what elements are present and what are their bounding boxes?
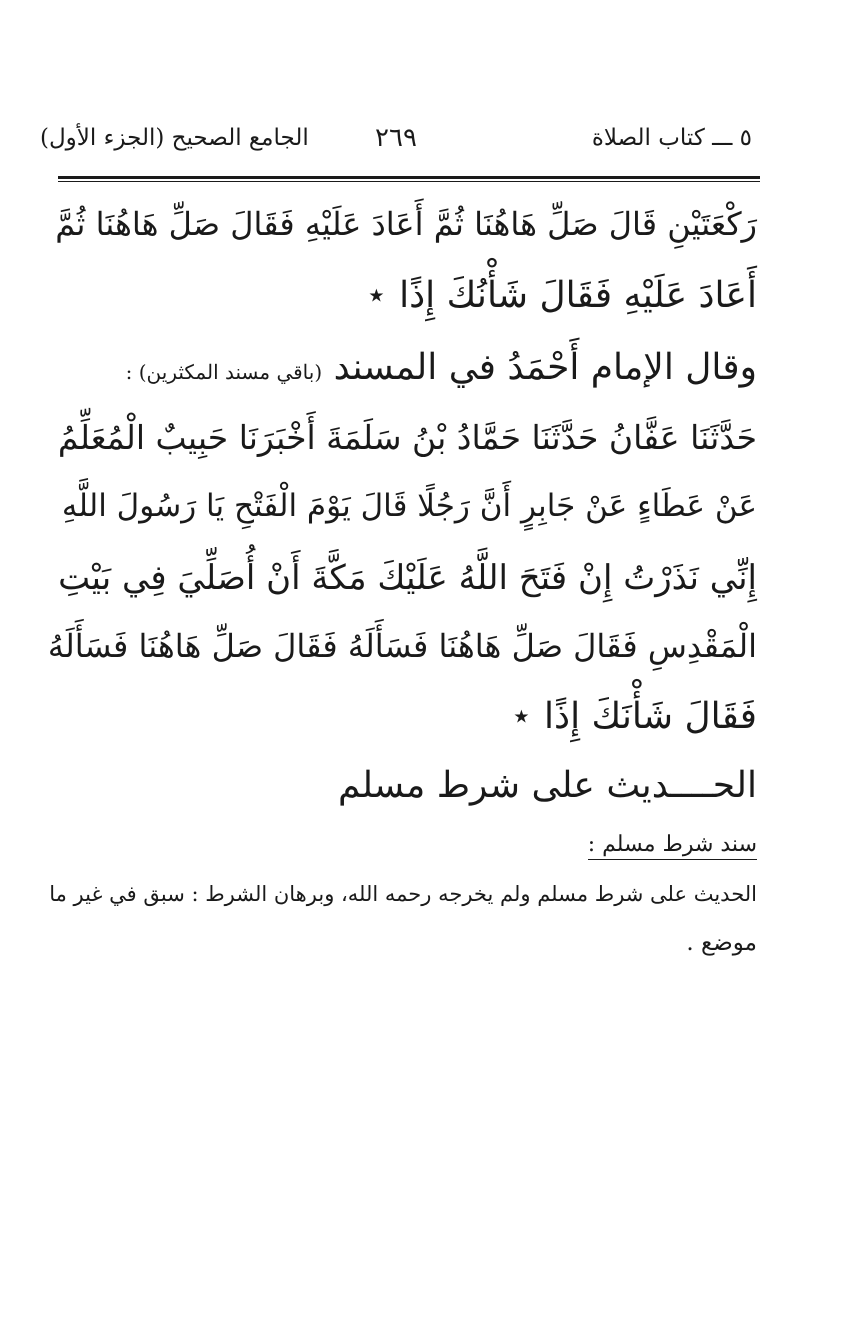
chapter-title: ٥ ـــ كتاب الصلاة [591, 125, 752, 151]
note-heading: سند شرط مسلم : [588, 832, 757, 860]
source-text: وقال الإمام أَحْمَدُ في المسند [333, 347, 757, 388]
hadith-line-7: الْمَقْدِسِ فَقَالَ صَلِّ هَاهُنَا فَسَأَلَهُ فَقَالَ صَلِّ هَاهُنَا فَسَأَلَهُ [47, 627, 757, 665]
header-rule-thin [58, 181, 760, 182]
source-line [126, 347, 757, 388]
hadith-line-1: رَكْعَتَيْنِ قَالَ صَلِّ هَاهُنَا ثُمَّ أَعَادَ عَلَيْهِ فَقَالَ صَلِّ هَاهُنَا ثُمَّ [55, 205, 757, 243]
header-rule-thick [58, 176, 760, 179]
hadith-line-6: إِنِّي نَذَرْتُ إِنْ فَتَحَ اللَّهُ عَلَيْكَ مَكَّةَ أَنْ أُصَلِّيَ فِي بَيْتِ [58, 558, 757, 598]
hadith-line-5: عَنْ عَطَاءٍ عَنْ جَابِرٍ أَنَّ رَجُلًا قَالَ يَوْمَ الْفَتْحِ يَا رَسُولَ اللَّهِ [61, 488, 757, 524]
hadith-line-2: أَعَادَ عَلَيْهِ فَقَالَ شَأْنُكَ إِذًا ⋆ [365, 275, 757, 316]
note-line-2: موضع . [686, 930, 757, 956]
book-title: الجامع الصحيح (الجزء الأول) [40, 125, 309, 151]
source-reference: (باقي مسند المكثرين) : [125, 360, 323, 384]
running-header [40, 120, 752, 164]
hadith-line-8: فَقَالَ شَأْنَكَ إِذًا ⋆ [510, 696, 757, 737]
page-number: ٢٦٩ [375, 123, 417, 153]
note-line-1: الحديث على شرط مسلم ولم يخرجه رحمه الله، وبرهان الشرط : سبق في غير ما [49, 882, 757, 906]
ruling-line: الحــــديث على شرط مسلم [338, 765, 757, 806]
hadith-line-4: حَدَّثَنَا عَفَّانُ حَدَّثَنَا حَمَّادُ بْنُ سَلَمَةَ أَخْبَرَنَا حَبِيبٌ الْمُعَلِّمُ [57, 418, 757, 457]
